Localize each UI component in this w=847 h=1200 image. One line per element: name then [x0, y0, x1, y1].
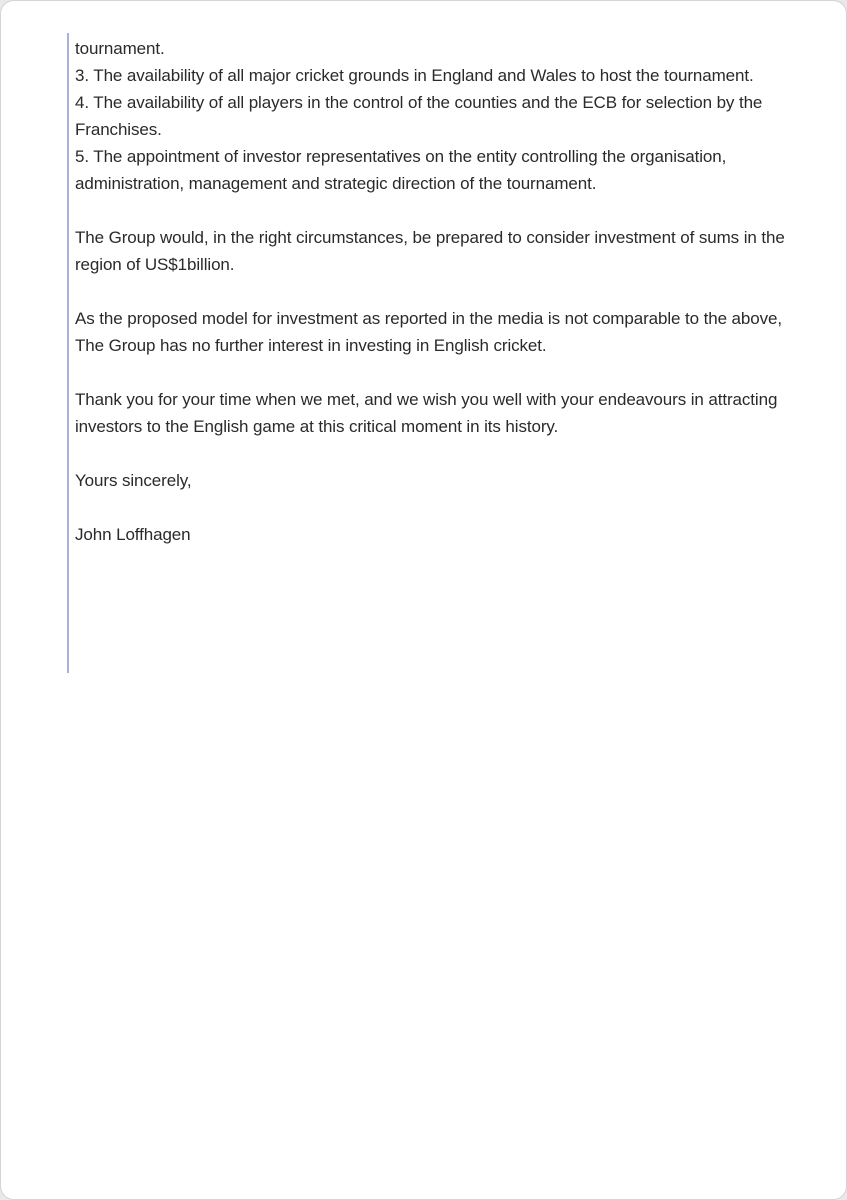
paragraph-model: As the proposed model for investment as reported in the media is not comparable to the above, The Group has no further interest in investing in English cricket. [75, 309, 783, 355]
letter-body [75, 35, 815, 575]
closing: Yours sincerely, [75, 471, 192, 490]
conditions-list [75, 35, 815, 197]
signature: John Loffhagen [75, 525, 191, 544]
list-item-4: 4. The availability of all players in the control of the counties and the ECB for selection by the Franchises. [75, 93, 763, 139]
list-item-3: 3. The availability of all major cricket grounds in England and Wales to host the tournament. [75, 66, 754, 85]
paragraph-investment: The Group would, in the right circumstances, be prepared to consider investment of sums in the region of US$1billion. [75, 228, 785, 274]
list-continuation: tournament. [75, 39, 165, 58]
paragraph-thanks: Thank you for your time when we met, and we wish you well with your endeavours in attracting investors to the English game at this critical moment in its history. [75, 390, 778, 436]
list-item-5: 5. The appointment of investor representatives on the entity controlling the organisation, administration, management and strategic direction of the tournament. [75, 147, 727, 193]
